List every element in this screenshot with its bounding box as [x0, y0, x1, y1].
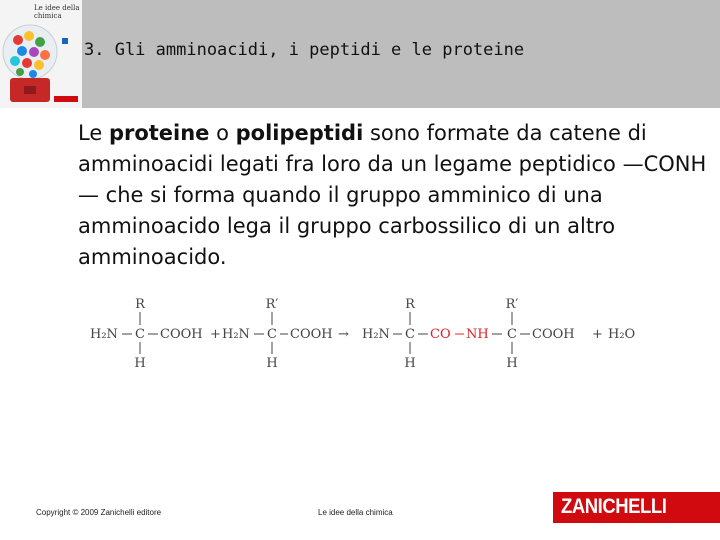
formula-c-4: C — [507, 327, 517, 342]
body-paragraph — [78, 118, 708, 273]
formula-r-prime-1: R′ — [265, 297, 279, 312]
formula-cooh-1: COOH — [160, 327, 203, 342]
formula-h2n-1: H₂N — [90, 327, 118, 342]
formula-c-3: C — [405, 327, 415, 342]
body-mid: o — [209, 121, 236, 145]
book-cover-title: Le idee della chimica — [34, 4, 80, 20]
term-proteine: proteine — [108, 121, 210, 145]
formula-h-4: H — [506, 356, 518, 371]
formula-r-1: R — [135, 297, 145, 312]
formula-h2o: H₂O — [608, 327, 636, 342]
body-rest: sono formate da catene di amminoacidi legati fra loro da un legame peptidico —CONH— che si forma quando il gruppo amminico di una amminoacido lega il gruppo carbossilico di un altro amminoacido. — [78, 121, 707, 269]
formula-h2n-3: H₂N — [362, 327, 390, 342]
formula-h2n-2: H₂N — [222, 327, 250, 342]
formula-r-prime-2: R′ — [505, 297, 519, 312]
formula-h-3: H — [404, 356, 416, 371]
formula-nh: NH — [466, 327, 489, 342]
peptide-bond-reaction — [88, 292, 648, 372]
formula-plus-2: + — [592, 327, 603, 342]
formula-r-2: R — [405, 297, 415, 312]
formula-cooh-2: COOH — [290, 327, 333, 342]
book-cover-image — [0, 0, 82, 108]
formula-cooh-3: COOH — [532, 327, 575, 342]
formula-h-2: H — [266, 356, 278, 371]
formula-h-1: H — [134, 356, 146, 371]
formula-c-1: C — [135, 327, 145, 342]
formula-arrow: → — [338, 327, 349, 342]
zanichelli-logo-text: ZANICHELLI — [561, 495, 667, 518]
footer-copyright: Copyright © 2009 Zanichelli editore — [36, 508, 162, 517]
slide-title: 3. Gli amminoacidi, i peptidi e le proteine — [84, 40, 525, 60]
body-intro: Le — [78, 121, 109, 145]
formula-co: CO — [430, 327, 451, 342]
zanichelli-logo — [553, 492, 720, 523]
formula-plus-1: + — [210, 327, 221, 342]
term-polipeptidi: polipeptidi — [235, 121, 364, 145]
formula-c-2: C — [267, 327, 277, 342]
footer-book-title: Le idee della chimica — [318, 508, 393, 517]
